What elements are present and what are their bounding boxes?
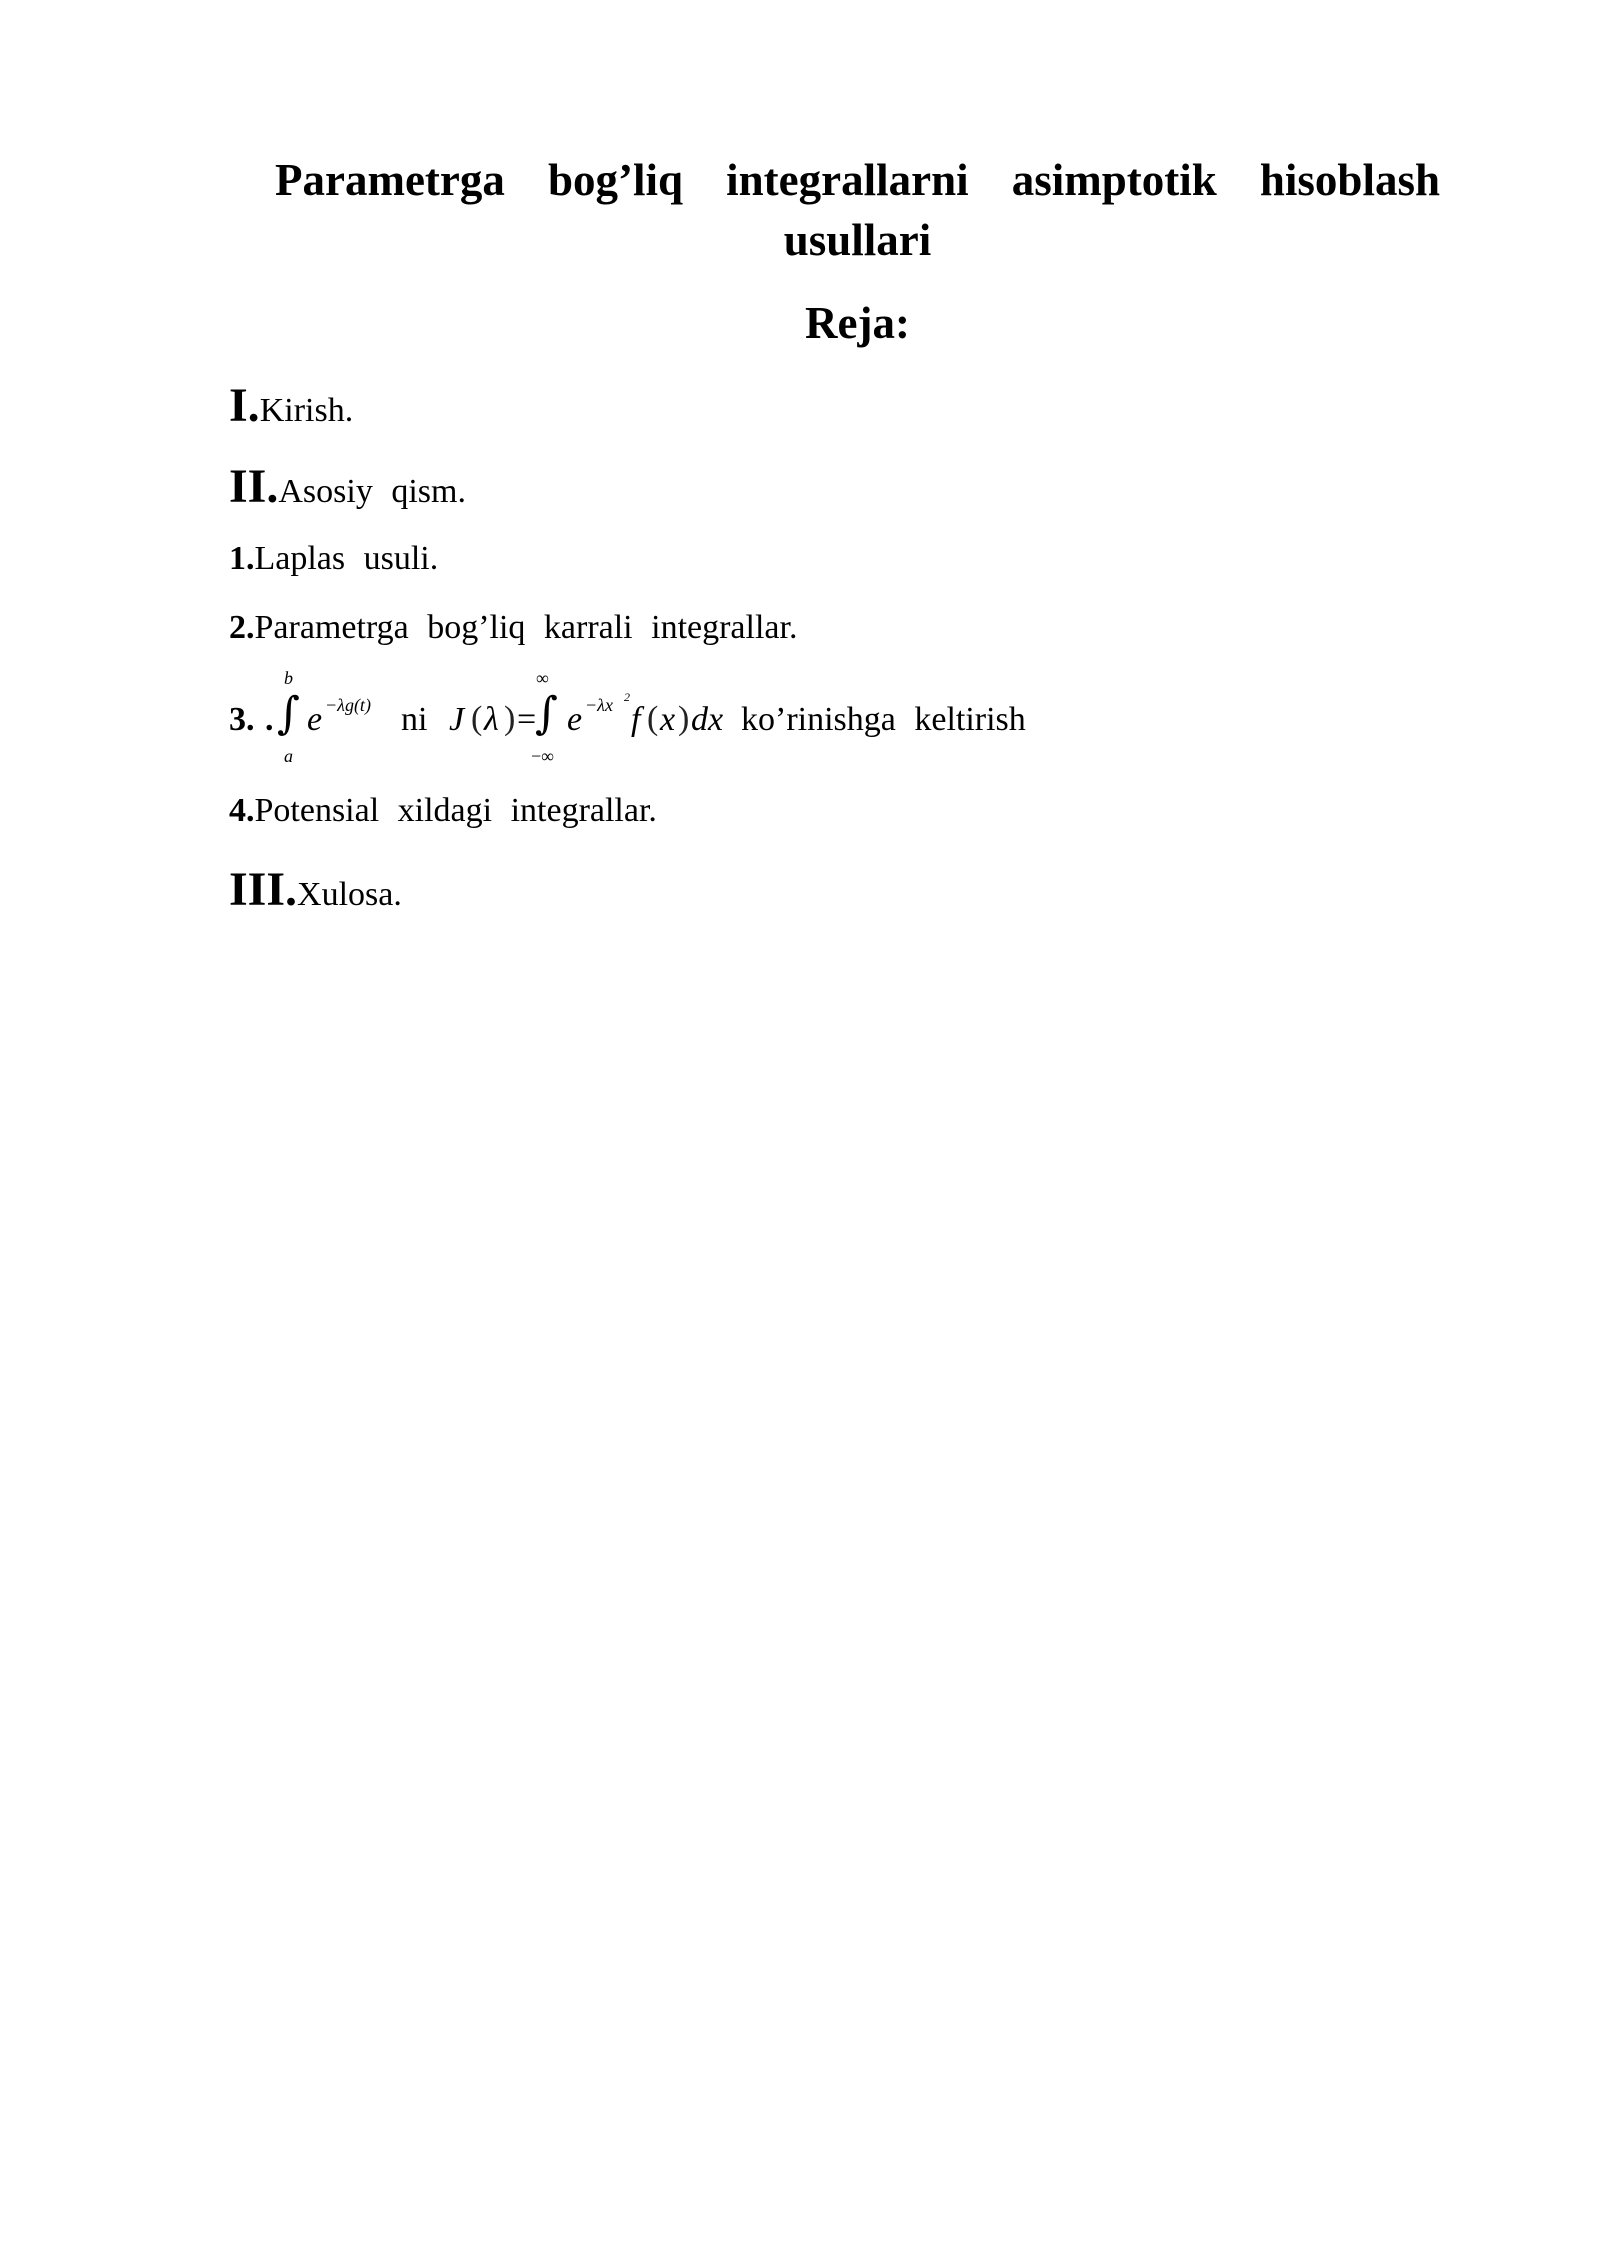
plan-item-conclusion xyxy=(229,862,402,917)
connector-word: ni xyxy=(401,701,428,738)
paren-close: ) xyxy=(678,700,690,737)
item-text: Xulosa. xyxy=(297,876,402,913)
plan-item-formula xyxy=(229,668,1129,778)
item-marker: I. xyxy=(229,379,260,432)
item-marker: III. xyxy=(229,863,298,916)
formula-dot: . xyxy=(265,701,274,738)
item-text: Potensial xildagi integrallar. xyxy=(254,792,657,829)
integral-upper-limit: ∞ xyxy=(536,668,549,688)
item-text: ko’rinishga keltirish xyxy=(741,701,1026,738)
exponent-square: 2 xyxy=(624,690,630,704)
integral-lower-limit: −∞ xyxy=(531,746,554,766)
integral-upper-limit: b xyxy=(284,668,293,688)
item-marker: 1. xyxy=(229,540,255,577)
document-title: Parametrga bog’liq integrallarni asimptotik hisoblash usullari xyxy=(275,155,1440,265)
plan-item-introduction xyxy=(229,378,353,433)
exponent: −λg(t) xyxy=(325,695,371,715)
plan-item-multiple-integrals xyxy=(229,609,797,647)
exponential-base: e xyxy=(567,701,583,738)
integral-lower-limit: a xyxy=(284,746,293,766)
exponential-base: e xyxy=(307,701,323,738)
item-text: Parametrga bog’liq karrali integrallar. xyxy=(254,609,798,646)
paren-open: ( xyxy=(471,700,483,737)
plan-heading: Reja: xyxy=(805,298,910,348)
item-text: Kirish. xyxy=(259,392,354,429)
integral-sign: ∫ xyxy=(277,688,300,739)
integral-sign: ∫ xyxy=(535,688,558,739)
function-J: J xyxy=(449,701,465,738)
differential-dx: dx xyxy=(691,701,724,738)
item-marker: II. xyxy=(229,460,279,513)
plan-item-main-part xyxy=(229,459,466,514)
item-marker: 4. xyxy=(229,792,255,829)
variable-x: x xyxy=(660,701,676,738)
plan-item-potential-integrals xyxy=(229,792,657,830)
exponent: −λx xyxy=(585,695,613,715)
plan-item-laplace xyxy=(229,540,438,578)
lambda-symbol: λ xyxy=(484,701,499,738)
item-text: Asosiy qism. xyxy=(278,473,466,510)
item-marker: 3. xyxy=(229,701,255,738)
item-text: Laplas usuli. xyxy=(254,540,439,577)
function-f: f xyxy=(631,701,641,738)
paren-close: ) xyxy=(504,700,516,737)
equals-sign: = xyxy=(517,701,537,738)
item-marker: 2. xyxy=(229,609,255,646)
paren-open: ( xyxy=(647,700,659,737)
